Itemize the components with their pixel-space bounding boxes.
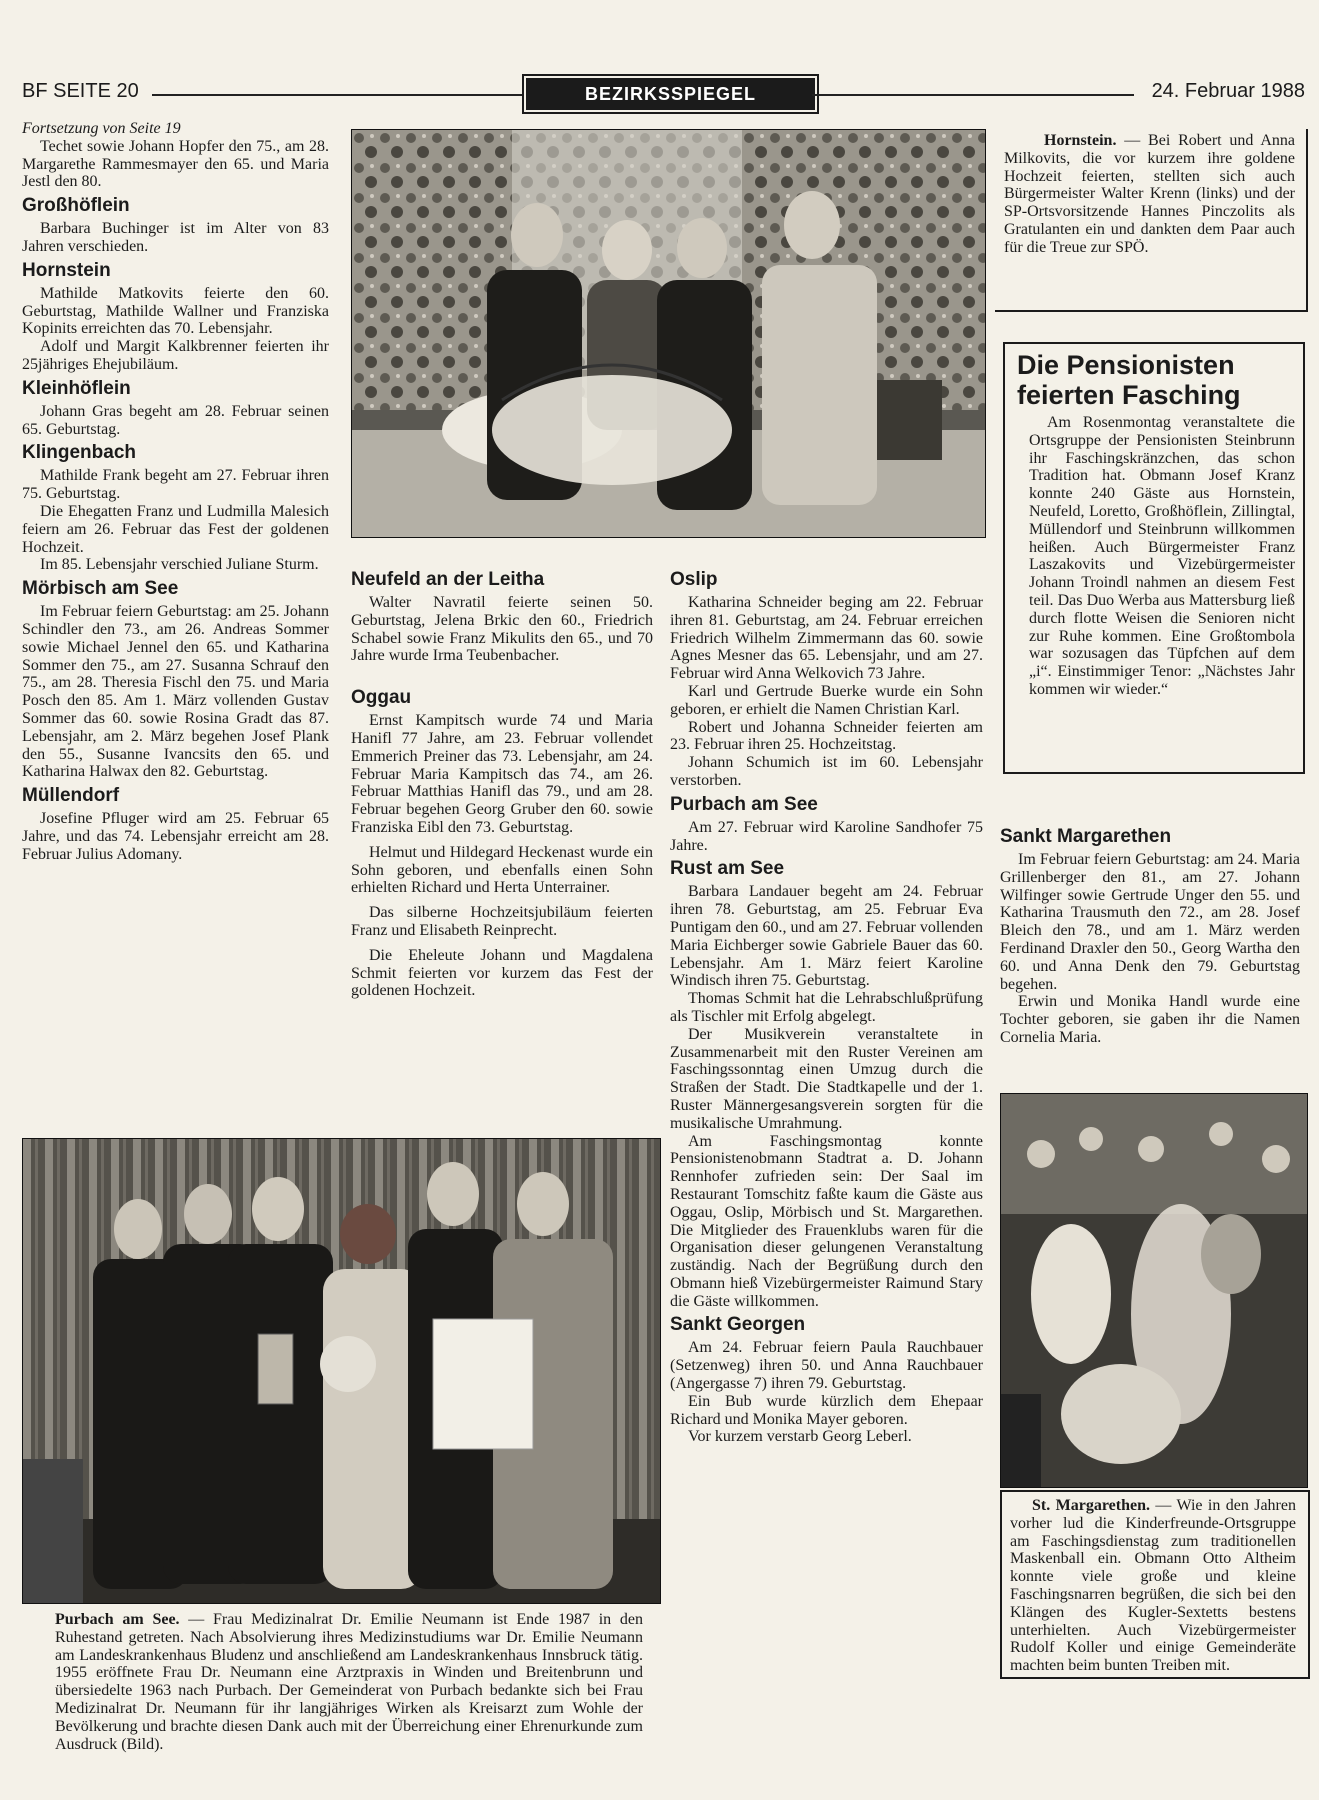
- article-text: Am Faschingsmontag konnte Pensionistenobmann Stadtrat a. D. Johann Rennhofer zufrieden sein: Der Saal im Restaurant Tomschitz faßte kaum die Gäste aus Oggau, Oslip, Mörbisch und St. Margarethen. Die Mitglieder des Frauenklubs waren für die Organisation dieser gelungenen Veranstaltung zuständig. Nach der Begrüßung durch den Obmann hieß Vizebürgermeister Raimund Stary die Gäste willkommen.: [670, 1132, 983, 1310]
- article-text: Ein Bub wurde kürzlich dem Ehepaar Richard und Monika Mayer geboren.: [670, 1392, 983, 1428]
- caption-hornstein: [1004, 132, 1295, 257]
- heading-neufeld: Neufeld an der Leitha: [351, 569, 545, 590]
- issue-date: 24. Februar 1988: [1151, 80, 1305, 102]
- heading-muellendorf: Müllendorf: [22, 785, 120, 807]
- article-text: Im Februar feiern Geburtstag: am 24. Maria Grillenberger den 81., am 27. Johann Wilfinger sowie Gertrude Unger den 55. und Katharina Trausmuth den 72., am 28. Josef Bleich den 78., und am 1. März werden Ferdinand Draxler den 50., Georg Wartha den 60. und Anna Denk den 79. Geburtstag begehen.: [1000, 851, 1300, 993]
- article-text: Karl und Gertrude Buerke wurde ein Sohn geboren, er erhielt die Namen Christian Karl.: [670, 682, 983, 718]
- article-text: Josefine Pfluger wird am 25. Februar 65 Jahre, und das 74. Lebensjahr erreicht am 28. Februar Julius Adomany.: [22, 810, 329, 863]
- caption-text: — Frau Medizinalrat Dr. Emilie Neumann ist Ende 1987 in den Ruhestand getreten. Nach Absolvierung ihres Medizinstudiums war Dr. Emilie Neumann am Landeskrankenhaus Bludenz und anschließend am Landeskrankenhaus Innsbruck tätig. 1955 eröffnete Frau Dr. Neumann eine Arztpraxis in Winden und Breitenbrunn und übersiedelte 1963 nach Purbach. Der Gemeinderat von Purbach bedankte sich bei Frau Medizinalrat Dr. Neumann für ihr langjähriges Wirken als Kreisarzt zum Wohle der Bevölkerung und brachte diesen Dank auch mit der Überreichung einer Ehrenurkunde zum Ausdruck (Bild).: [55, 1611, 644, 1753]
- photo-purbach: [22, 1138, 661, 1604]
- heading-oggau: Oggau: [351, 687, 412, 709]
- article-text: Barbara Buchinger ist im Alter von 83 Jahren verschieden.: [22, 220, 329, 255]
- heading-hornstein: Hornstein: [22, 259, 111, 281]
- heading-purbach: Purbach am See: [670, 793, 818, 815]
- article-text: Robert und Johanna Schneider feierten am 23. Februar ihren 25. Hochzeitstag.: [670, 718, 983, 754]
- column-1: [22, 120, 329, 864]
- heading-sankt-georgen: Sankt Georgen: [670, 1314, 806, 1336]
- article-text: Walter Navratil feierte seinen 50. Geburtstag, Jelena Brkic den 60., Friedrich Schabel sowie Franz Mikulits den 65., und 70 Jahre wurde Irma Teubenbacher.: [351, 594, 653, 665]
- box-pensionisten: [1003, 342, 1305, 774]
- article-text: Im 85. Lebensjahr verschied Juliane Sturm.: [40, 556, 319, 574]
- box-body: [1029, 414, 1295, 699]
- article-text: Helmut und Hildegard Heckenast wurde ein Sohn geboren, und ebenfalls einen Sohn erhielten Richard und Herta Unterrainer.: [351, 843, 653, 897]
- article-text: Der Musikverein veranstaltete in Zusammenarbeit mit den Ruster Vereinen am Faschingssonntag einen Umzug durch die Straßen der Stadt. Die Stadtkapelle und der 1. Ruster Männergesangsverein sorgten für die musikalische Umrahmung.: [670, 1025, 983, 1132]
- heading-oslip: Oslip: [670, 569, 718, 590]
- article-text: Thomas Schmit hat die Lehrabschlußprüfung als Tischler mit Erfolg abgelegt.: [670, 990, 983, 1025]
- caption-lead: St. Margarethen.: [1032, 1497, 1150, 1514]
- article-text: Die Eheleute Johann und Magdalena Schmit feierten vor kurzem das Fest der goldenen Hochzeit.: [351, 946, 653, 1000]
- heading-klingenbach: Klingenbach: [22, 442, 137, 464]
- photo-margarethen: [1000, 1093, 1308, 1488]
- article-text: Mathilde Frank begeht am 27. Februar ihren 75. Geburtstag.: [22, 467, 329, 503]
- caption-purbach: [55, 1611, 643, 1753]
- heading-kleinhoeflein: Kleinhöflein: [22, 377, 131, 399]
- article-text: Im Februar feiern Geburtstag: am 25. Johann Schindler den 73., am 26. Andreas Sommer sowie Michael Jennel den 65. und Katharina Sommer den 75., am 27. Susanna Schrauf den 75., am 28. Theresia Fischl den 75. und Maria Posch den 85. Am 1. März vollenden Gustav Sommer das 60. sowie Rosina Gradt das 87. Lebensjahr, am 2. März begehen Josef Plank den 55., Susanne Ivancsits den 65. und Katharina Halwax den 82. Geburtstag.: [22, 603, 329, 781]
- photo-purbach-image: [23, 1139, 660, 1603]
- article-text: Das silberne Hochzeitsjubiläum feierten Franz und Elisabeth Reinprecht.: [351, 904, 653, 939]
- continued-note: Fortsetzung von Seite 19: [22, 120, 181, 137]
- column-3: [670, 565, 983, 1446]
- caption-text: — Bei Robert und Anna Milkovits, die vor kurzem ihre goldene Hochzeit feierten, stellten sich auch Bürgermeister Walter Krenn (links) und der SP-Ortsvorsitzende Hannes Pinczolits als Gratulanten ein und dankten dem Paar auch für die Treue zur SPÖ.: [1004, 132, 1295, 256]
- caption-margarethen: [1010, 1497, 1296, 1675]
- photo-hornstein-image: [352, 130, 985, 537]
- article-text: Mathilde Matkovits feierte den 60. Geburtstag, Mathilde Wallner und Franziska Kopinits erreichten das 70. Lebensjahr.: [22, 284, 329, 338]
- heading-sankt-margarethen: Sankt Margarethen: [1000, 826, 1172, 847]
- photo-margarethen-image: [1001, 1094, 1307, 1487]
- box-title: Die Pensionisten feierten Fasching: [1017, 350, 1241, 410]
- article-text: Barbara Landauer begeht am 24. Februar ihren 78. Geburtstag, am 25. Februar Eva Puntigam den 60., und am 27. Februar vollenden Maria Eichberger sowie Gabriele Bauer das 60. Lebensjahr. Am 1. März feiert Karoline Windisch ihren 75. Geburtstag.: [670, 883, 983, 990]
- article-text: Am 24. Februar feiern Paula Rauchbauer (Setzenweg) ihren 50. und Anna Rauchbauer (Angergasse 7) ihren 79. Geburtstag.: [670, 1339, 983, 1393]
- article-text: Die Ehegatten Franz und Ludmilla Malesich feiern am 26. Februar das Fest der goldenen Hochzeit.: [22, 502, 329, 556]
- heading-rust: Rust am See: [670, 858, 785, 880]
- photo-hornstein: [351, 129, 986, 538]
- header-rule-right: [812, 94, 1134, 96]
- section-title: BEZIRKSSPIEGEL: [526, 78, 815, 110]
- article-text: Adolf und Margit Kalkbrenner feierten ihr 25jähriges Ehejubiläum.: [22, 338, 329, 373]
- caption-lead: Purbach am See.: [55, 1611, 180, 1628]
- article-text: Erwin und Monika Handl wurde eine Tochter geboren, sie gaben ihr die Namen Cornelia Maria.: [1000, 993, 1300, 1046]
- article-text: Katharina Schneider beging am 22. Februar ihren 81. Geburtstag, am 24. Februar erreichen Friedrich Wilhelm Zimmermann das 60. sowie Agnes Mesner das 65. Lebensjahr, und am 27. Februar wird Anna Welkovich 73 Jahre.: [670, 594, 983, 683]
- article-text: Am 27. Februar wird Karoline Sandhofer 75 Jahre.: [670, 818, 983, 854]
- caption-text: — Wie in den Jahren vorher lud die Kinderfreunde-Ortsgruppe am Faschingsdienstag zum traditionellen Maskenball ein. Obmann Otto Altheim konnte viele große und kleine Faschingsnarren begrüßen, die sich bei den Klängen des Kugler-Sextetts bestens unterhielten. Auch Vizebürgermeister Rudolf Koller und einige Gemeinderäte machten beim bunten Treiben mit.: [1010, 1497, 1296, 1675]
- article-text: Vor kurzem verstarb Georg Leberl.: [688, 1428, 912, 1446]
- header-rule-left: [152, 94, 524, 96]
- article-text: Johann Gras begeht am 28. Februar seinen 65. Geburtstag.: [22, 402, 329, 438]
- heading-moerbisch: Mörbisch am See: [22, 578, 179, 600]
- article-text: Techet sowie Johann Hopfer den 75., am 28. Margarethe Rammesmayer den 65. und Maria Jestl den 80.: [22, 137, 329, 191]
- article-text: Ernst Kampitsch wurde 74 und Maria Hanifl 77 Jahre, am 23. Februar vollendet Emmerich Preiner das 73. Lebensjahr, am 24. Februar Maria Kampitsch das 74., am 26. Februar Matthias Hanifl das 79., und am 28. Februar begehen Georg Gruber den 60. sowie Franziska Eibl den 73. Geburtstag.: [351, 712, 653, 836]
- page-number: BF SEITE 20: [22, 80, 139, 102]
- caption-lead: Hornstein.: [1044, 132, 1117, 149]
- article-text: Am Rosenmontag veranstaltete die Ortsgruppe der Pensionisten Steinbrunn ihr Faschingskränzchen, das schon Tradition hat. Obmann Josef Kranz konnte 240 Gäste aus Hornstein, Neufeld, Loretto, Großhöflein, Zillingtal, Müllendorf und Steinbrunn willkommen heißen. Auch Bürgermeister Franz Laszakovits und Vizebürgermeister Johann Troindl nahmen an diesem Fest teil. Das Duo Werba aus Mattersburg ließ durch flotte Weisen die Senioren nicht zur Ruhe kommen. Eine Großtombola war sozusagen das Tüpfchen auf dem „i“. Einstimmiger Tenor: „Nächstes Jahr kommen wir wieder.“: [1029, 414, 1295, 698]
- column-4: [1000, 822, 1300, 1047]
- column-2: [351, 565, 653, 1000]
- article-text: Johann Schumich ist im 60. Lebensjahr verstorben.: [670, 754, 983, 789]
- heading-grosshoeflein: Großhöflein: [22, 195, 130, 217]
